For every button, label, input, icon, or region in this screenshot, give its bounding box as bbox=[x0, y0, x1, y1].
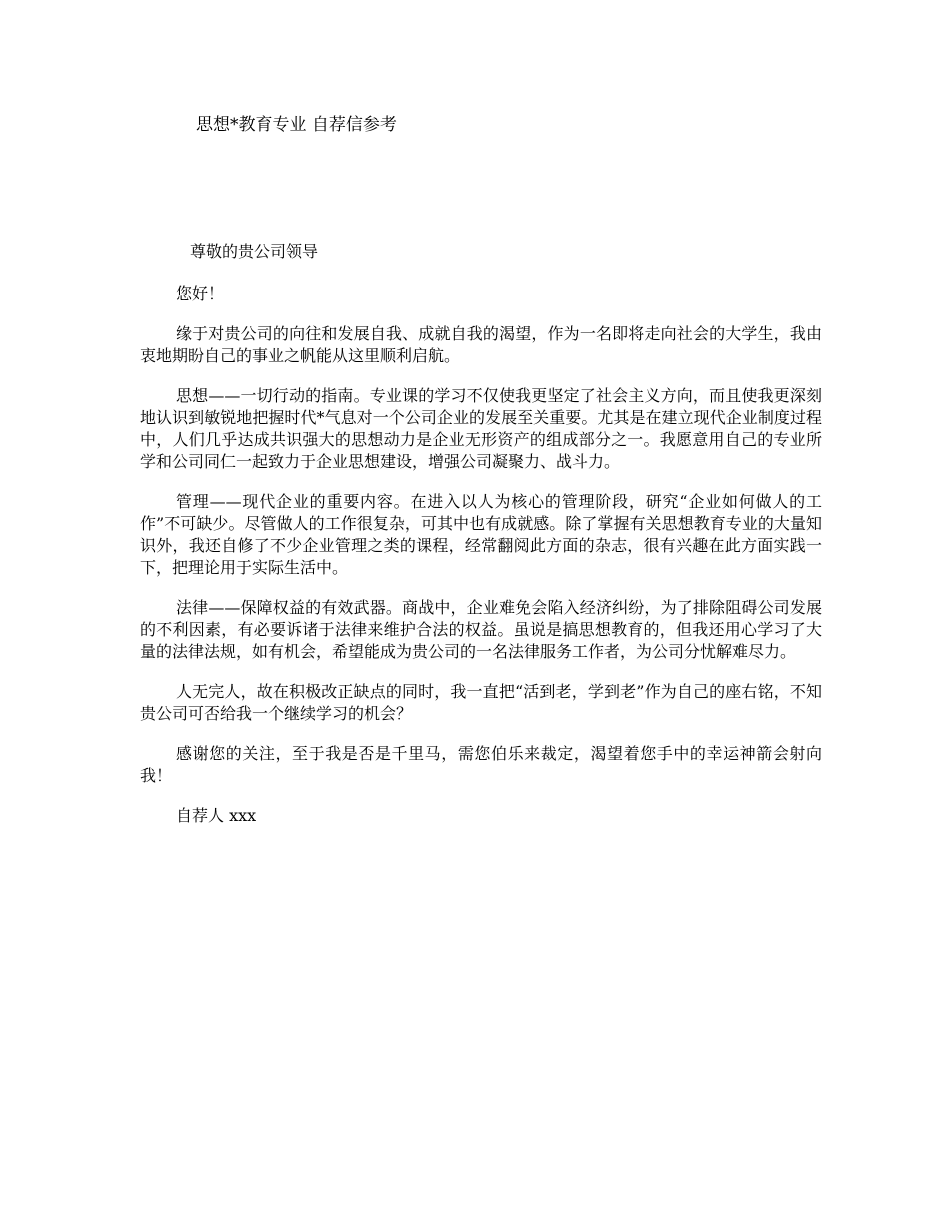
paragraph: 思想——一切行动的指南。专业课的学习不仅使我更坚定了社会主义方向，而且使我更深刻地认识到敏锐地把握时代*气息对一个公司企业的发展至关重要。尤其是在建立现代企业制度过程中，人们几乎达成共识强大的思想动力是企业无形资产的组成部分之一。我愿意用自己的专业所学和公司同仁一起致力于企业思想建设，增强公司凝聚力、战斗力。 bbox=[140, 386, 822, 471]
letter-body bbox=[140, 283, 822, 845]
paragraph: 法律——保障权益的有效武器。商战中，企业难免会陷入经济纠纷，为了排除阻碍公司发展的不利因素，有必要诉诸于法律来维护合法的权益。虽说是搞思想教育的，但我还用心学习了大量的法律法规，如有机会，希望能成为贵公司的一名法律服务工作者，为公司分忧解难尽力。 bbox=[140, 598, 822, 661]
greeting: 您好！ bbox=[176, 284, 225, 303]
signature: 自荐人 xxx bbox=[176, 806, 257, 825]
paragraph: 感谢您的关注，至于我是否是千里马，需您伯乐来裁定，渴望着您手中的幸运神箭会射向我！ bbox=[140, 744, 822, 785]
paragraph: 管理——现代企业的重要内容。在进入以人为核心的管理阶段，研究“企业如何做人的工作”不可缺少。尽管做人的工作很复杂，可其中也有成就感。除了掌握有关思想教育专业的大量知识外，我还自修了不少企业管理之类的课程，经常翻阅此方面的杂志，很有兴趣在此方面实践一下，把理论用于实际生活中。 bbox=[140, 492, 822, 577]
paragraph: 缘于对贵公司的向往和发展自我、成就自我的渴望，作为一名即将走向社会的大学生，我由衷地期盼自己的事业之帆能从这里顺利启航。 bbox=[140, 324, 822, 365]
document-title: 思想*教育专业 自荐信参考 bbox=[196, 115, 397, 135]
paragraph: 人无完人，故在积极改正缺点的同时，我一直把“活到老，学到老”作为自己的座右铭，不知贵公司可否给我一个继续学习的机会？ bbox=[140, 682, 822, 723]
salutation: 尊敬的贵公司领导 bbox=[190, 242, 319, 261]
